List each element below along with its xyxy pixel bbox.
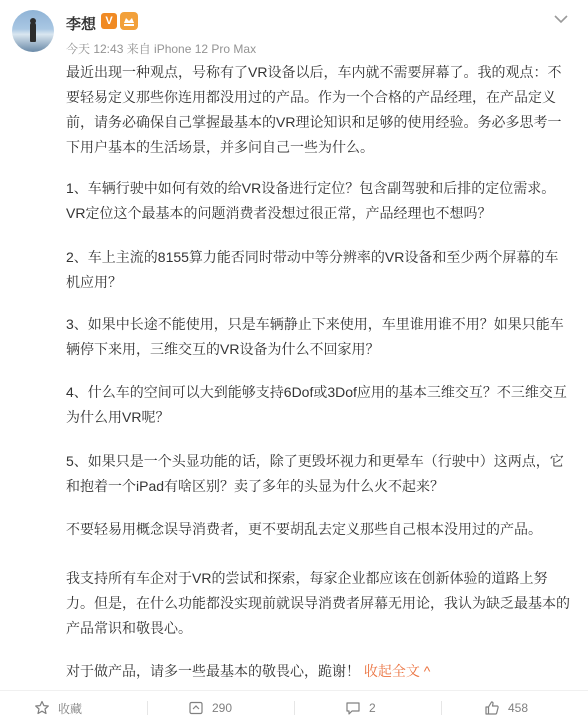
member-badge-icon (120, 12, 138, 30)
chevron-down-icon[interactable] (552, 12, 570, 26)
post-header (0, 0, 588, 64)
like-button[interactable] (484, 699, 528, 717)
paragraph-closing (66, 659, 572, 684)
star-icon (34, 700, 50, 716)
divider (441, 701, 442, 715)
avatar-figure (30, 22, 36, 42)
closing-text: 对于做产品，请多一些最基本的敬畏心，跪谢！ (66, 663, 360, 679)
paragraph-intro: 最近出现一种观点，号称有了VR设备以后，车内就不需要屏幕了。我的观点：不要轻易定义那些你连用都没用过的产品。作为一个合格的产品经理，在产品定义前，请务必确保自己掌握最基本的VR理论知识和足够的使用经验。务必多思考一下用户基本的生活场景，并多问自己一些为什么。 (66, 64, 562, 155)
divider (294, 701, 295, 715)
repost-button[interactable] (188, 699, 232, 717)
like-icon (484, 700, 500, 716)
repost-count: 290 (212, 701, 233, 715)
verified-badge: V (101, 13, 117, 29)
paragraph-3: 3、如果中长途不能使用，只是车辆静止下来使用，车里谁用谁不用？如果只能车辆停下来用，三维交互的VR设备为什么不回家用？ (66, 316, 564, 357)
like-count: 458 (508, 701, 529, 715)
favorite-button[interactable] (34, 699, 82, 717)
paragraph-1: 1、车辆行驶中如何有效的给VR设备进行定位？包含副驾驶和后排的定位需求。VR定位这个最基本的问题消费者没想过很正常，产品经理也不想吗？ (66, 180, 556, 221)
comment-button[interactable] (345, 699, 376, 717)
repost-icon (188, 700, 204, 716)
paragraph-2: 2、车上主流的8155算力能否同时带动中等分辨率的VR设备和至少两个屏幕的车机应用？ (66, 249, 559, 290)
collapse-full-text-link[interactable]: 收起全文 (363, 663, 420, 679)
paragraph-4: 4、什么车的空间可以大到能够支持6Dof或3Dof应用的基本三维交互？不三维交互为什么用VR呢？ (66, 384, 567, 425)
author-name[interactable]: 李想 (66, 16, 97, 33)
comment-icon (345, 700, 361, 716)
paragraph-5: 5、如果只是一个头显功能的话，除了更毁坏视力和更晕车（行驶中）这两点，它和抱着一个iPad有啥区别？卖了多年的头显为什么火不起来？ (66, 453, 564, 494)
action-bar (0, 690, 588, 725)
paragraph-support: 我支持所有车企对于VR的尝试和探索，每家企业都应该在创新体验的道路上努力。但是，在什么功能都没实现前就误导消费者屏幕无用论，我认为缺乏最基本的产品常识和敬畏心。 (66, 570, 570, 636)
divider (147, 701, 148, 715)
paragraph-warning: 不要轻易用概念误导消费者，更不要胡乱去定义那些自己根本没用过的产品。 (66, 521, 542, 537)
comment-count: 2 (369, 701, 376, 715)
favorite-label: 收藏 (58, 701, 83, 716)
avatar[interactable] (12, 10, 54, 52)
collapse-arrow-icon[interactable]: ^ (423, 663, 431, 679)
post-meta: 今天 12:43 来自 iPhone 12 Pro Max (66, 42, 257, 56)
